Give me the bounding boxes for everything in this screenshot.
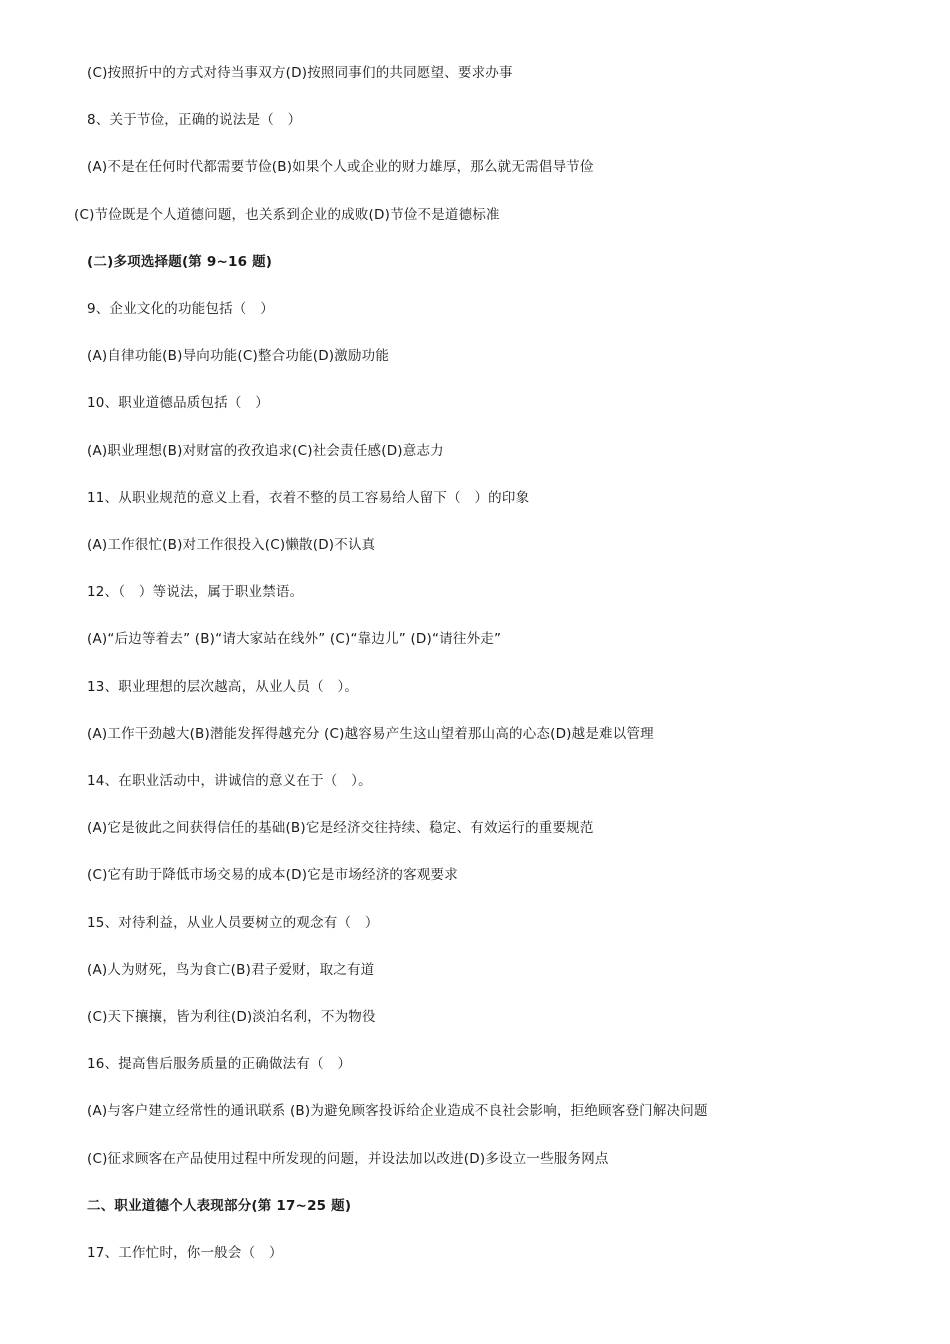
text-line: 9、企业文化的功能包括（ ） — [87, 301, 274, 317]
text-line: 17、工作忙时，你一般会（ ） — [87, 1245, 283, 1261]
text-line: 16、提高售后服务质量的正确做法有（ ） — [87, 1056, 352, 1073]
text-line: (A)不是在任何时代都需要节俭(B)如果个人或企业的财力雄厚，那么就无需倡导节俭 — [87, 159, 594, 176]
text-line: 12、（ ）等说法，属于职业禁语。 — [87, 584, 304, 601]
text-line: (C)它有助于降低市场交易的成本(D)它是市场经济的客观要求 — [87, 867, 458, 884]
text-line: 8、关于节俭，正确的说法是（ ） — [87, 112, 302, 129]
text-line: (C)征求顾客在产品使用过程中所发现的问题，并设法加以改进(D)多设立一些服务网点 — [87, 1150, 609, 1167]
text-line: (A)工作干劲越大(B)潜能发挥得越充分 (C)越容易产生这山望着那山高的心态(D)越是难以管理 — [87, 725, 654, 742]
text-line: (C)节俭既是个人道德问题，也关系到企业的成败(D)节俭不是道德标准 — [74, 206, 500, 223]
section-heading: (二)多项选择题(第 9~16 题) — [87, 253, 273, 270]
text-line: (A)自律功能(B)导向功能(C)整合功能(D)激励功能 — [87, 348, 390, 365]
text-line: 15、对待利益，从业人员要树立的观念有（ ） — [87, 914, 379, 931]
text-line: 13、职业理想的层次越高，从业人员（ ）。 — [87, 678, 359, 695]
text-line: (A)它是彼此之间获得信任的基础(B)它是经济交往持续、稳定、有效运行的重要规范 — [87, 820, 594, 837]
text-line: 10、职业道德品质包括（ ） — [87, 395, 269, 412]
section-heading: 二、职业道德个人表现部分(第 17~25 题) — [87, 1197, 352, 1214]
text-line: (A)人为财死，鸟为食亡(B)君子爱财，取之有道 — [87, 961, 375, 978]
text-line: 11、从职业规范的意义上看，衣着不整的员工容易给人留下（ ）的印象 — [87, 489, 530, 506]
text-line: (A)“后边等着去” (B)“请大家站在线外” (C)“靠边儿” (D)“请往外走” — [87, 631, 502, 648]
text-line: (C)按照折中的方式对待当事双方(D)按照同事们的共同愿望、要求办事 — [87, 65, 513, 81]
text-line: 14、在职业活动中，讲诚信的意义在于（ ）。 — [87, 773, 372, 789]
text-line: (C)天下攘攘，皆为利往(D)淡泊名利，不为物役 — [87, 1009, 376, 1025]
text-line: (A)与客户建立经常性的通讯联系 (B)为避免顾客投诉给企业造成不良社会影响，拒绝顾客登门解决问题 — [87, 1103, 708, 1120]
text-line: (A)职业理想(B)对财富的孜孜追求(C)社会责任感(D)意志力 — [87, 442, 444, 459]
text-line: (A)工作很忙(B)对工作很投入(C)懒散(D)不认真 — [87, 537, 376, 553]
